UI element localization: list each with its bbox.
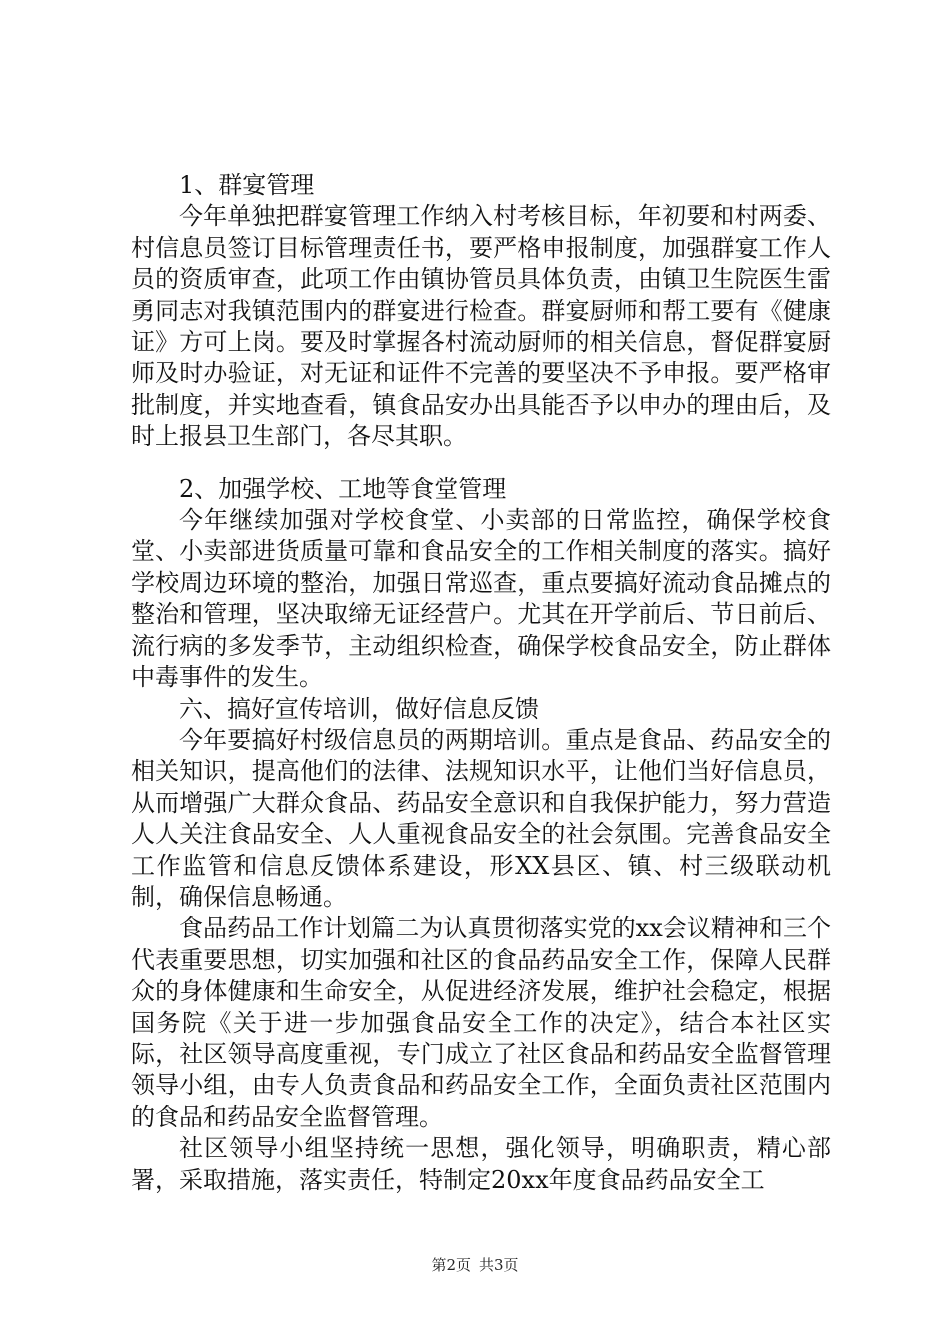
page-total: 共3页 [479,1256,519,1274]
paragraph: 今年单独把群宴管理工作纳入村考核目标，年初要和村两委、村信息员签订目标管理责任书，要严格申报制度，加强群宴工作人员的资质审查，此项工作由镇协管员具体负责，由镇卫生院医生雷勇同志对我镇范围内的群宴进行检查。群宴厨师和帮工要有《健康证》方可上岗。要及时掌握各村流动厨师的相关信息，督促群宴厨师及时办验证，对无证和证件不完善的要坚决不予申报。要严格审批制度，并实地查看，镇食品安办出具能否予以申办的理由后，及时上报县卫生部门，各尽其职。 [131,202,831,451]
page-number: 第2页 [431,1256,471,1274]
paragraph: 社区领导小组坚持统一思想，强化领导，明确职责，精心部署，采取措施，落实责任，特制定20xx年度食品药品安全工 [131,1134,831,1194]
paragraph: 今年继续加强对学校食堂、小卖部的日常监控，确保学校食堂、小卖部进货质量可靠和食品安全的工作相关制度的落实。搞好学校周边环境的整治，加强日常巡查，重点要搞好流动食品摊点的整治和管理，坚决取缔无证经营户。尤其在开学前后、节日前后、流行病的多发季节，主动组织检查，确保学校食品安全，防止群体中毒事件的发生。 [131,506,831,692]
page-footer [0,1254,950,1275]
section-heading: 六、搞好宣传培训，做好信息反馈 [179,694,539,723]
section-heading: 1、群宴管理 [179,171,315,199]
paragraph: 今年要搞好村级信息员的两期培训。重点是食品、药品安全的相关知识，提高他们的法律、法规知识水平，让他们当好信息员，从而增强广大群众食品、药品安全意识和自我保护能力，努力营造人人关注食品安全、人人重视食品安全的社会氛围。完善食品安全工作监管和信息反馈体系建设，形XX县区、镇、村三级联动机制，确保信息畅通。 [131,725,831,911]
paragraph: 食品药品工作计划篇二为认真贯彻落实党的xx会议精神和三个代表重要思想，切实加强和社区的食品药品安全工作，保障人民群众的身体健康和生命安全，从促进经济发展，维护社会稳定，根据国务院《关于进一步加强食品安全工作的决定》，结合本社区实际，社区领导高度重视，专门成立了社区食品和药品安全监督管理领导小组，由专人负责食品和药品安全工作，全面负责社区范围内的食品和药品安全监督管理。 [131,914,831,1131]
document-body [131,170,831,1196]
section-heading: 2、加强学校、工地等食堂管理 [179,474,507,503]
